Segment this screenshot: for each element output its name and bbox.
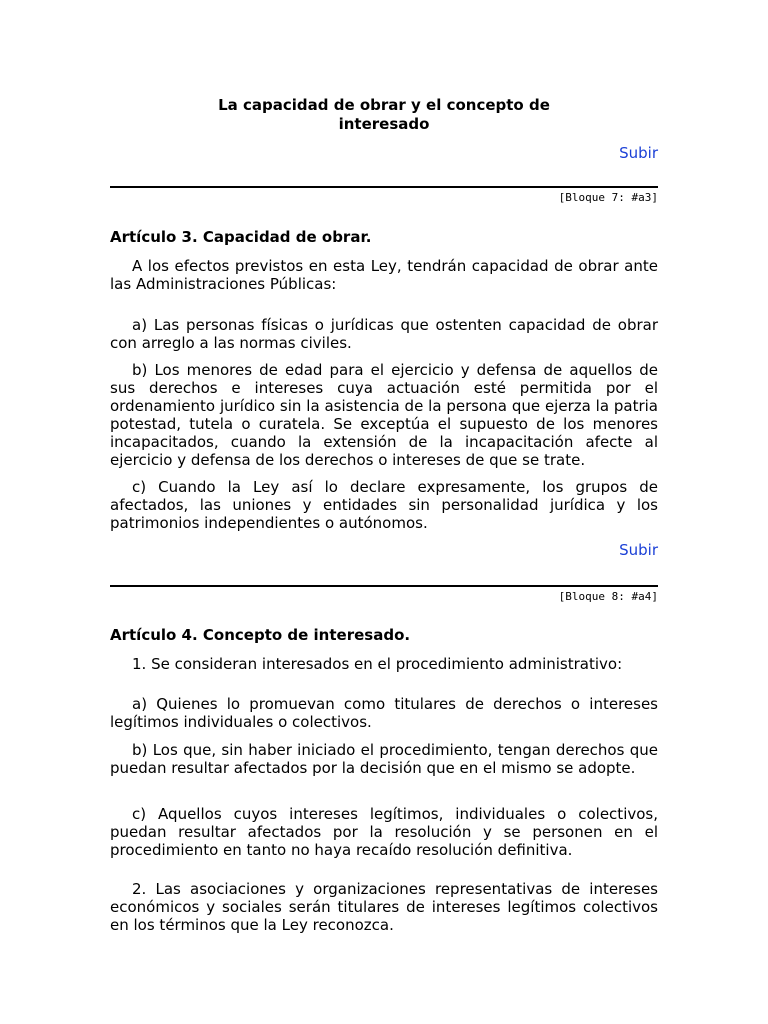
section-divider [110,186,658,188]
bloque-8-ref: [Bloque 8: #a4] [558,590,658,603]
article-4-item-b: b) Los que, sin haber iniciado el procedimiento, tengan derechos que puedan resultar afectados por la decisión que en el mismo se adopte. [110,741,658,777]
article-3-item-c: c) Cuando la Ley así lo declare expresamente, los grupos de afectados, las uniones y entidades sin personalidad jurídica y los patrimonios independientes o autónomos. [110,478,658,532]
section-divider [110,585,658,587]
article-3-item-b: b) Los menores de edad para el ejercicio y defensa de aquellos de sus derechos e intereses cuya actuación esté permitida por el ordenamiento jurídico sin la asistencia de la persona que ejerza la patria potestad, tutela o curatela. Se exceptúa el supuesto de los menores incapacitados, cuando la extensión de la incapacitación afecte al ejercicio y defensa de los derechos o intereses de que se trate. [110,361,658,469]
article-3-intro: A los efectos previstos en esta Ley, tendrán capacidad de obrar ante las Administraciones Públicas: [110,257,658,293]
article-4-item-a: a) Quienes lo promuevan como titulares de derechos o intereses legítimos individuales o colectivos. [110,695,658,731]
page-title-line1: La capacidad de obrar y el concepto de [218,96,550,114]
article-3-item-a: a) Las personas físicas o jurídicas que ostenten capacidad de obrar con arreglo a las normas civiles. [110,316,658,352]
subir-link-bottom[interactable]: Subir [619,541,658,559]
article-4-item-c: c) Aquellos cuyos intereses legítimos, individuales o colectivos, puedan resultar afectados por la resolución y se personen en el procedimiento en tanto no haya recaído resolución definitiva. [110,805,658,859]
bloque-7-ref: [Bloque 7: #a3] [558,191,658,204]
subir-link-top[interactable]: Subir [619,144,658,162]
article-4-point-1: 1. Se consideran interesados en el procedimiento administrativo: [132,655,623,673]
article-4-point-2: 2. Las asociaciones y organizaciones representativas de intereses económicos y sociales serán titulares de intereses legítimos colectivos en los términos que la Ley reconozca. [110,880,658,934]
page-title [110,96,658,134]
article-3-heading: Artículo 3. Capacidad de obrar. [110,228,372,246]
page-title-line2: interesado [338,115,430,133]
article-4-heading: Artículo 4. Concepto de interesado. [110,626,411,644]
